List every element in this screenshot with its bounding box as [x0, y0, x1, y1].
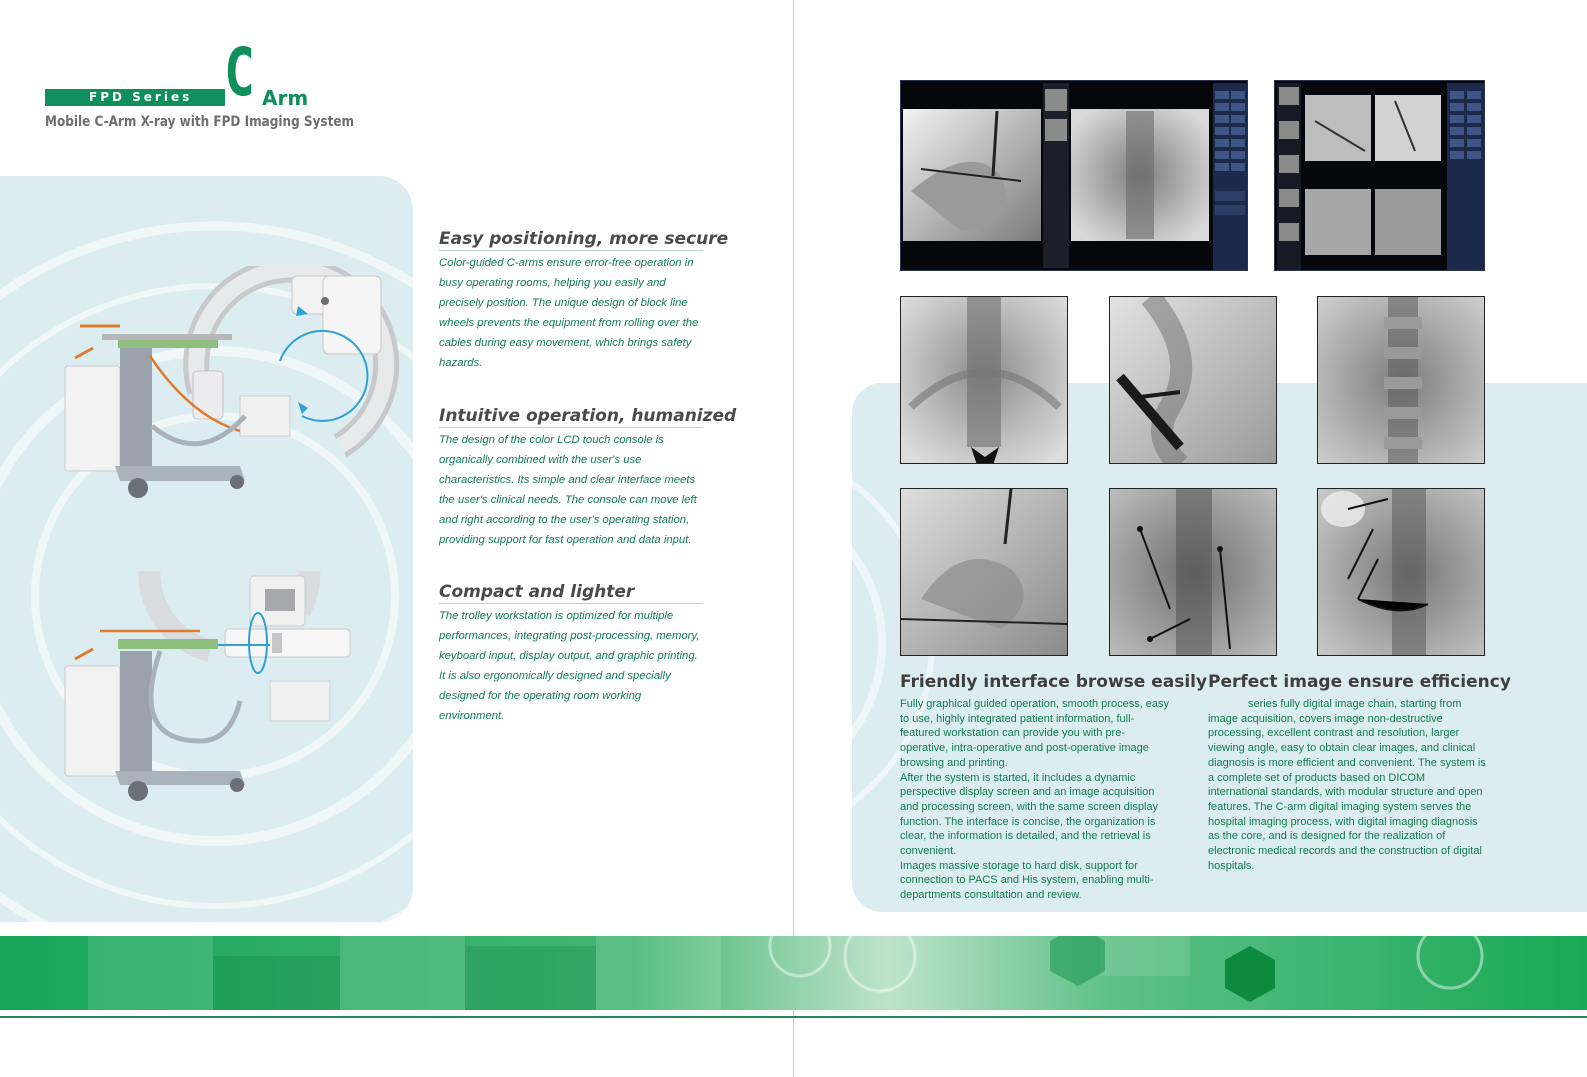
- footer-rule: [0, 1016, 1587, 1018]
- software-screenshot-quad-view: [1274, 80, 1485, 271]
- footer-decorative-band: [0, 936, 1587, 1010]
- perfect-image-title: Perfect image ensure efficiency: [1208, 672, 1511, 692]
- xray-image-thoracic-spine: [1317, 296, 1485, 464]
- xray-image-ankle: [900, 488, 1068, 656]
- feature-compact-lighter: [439, 582, 703, 726]
- feature-title: Compact and lighter: [439, 582, 703, 604]
- friendly-interface-body: [900, 697, 1172, 903]
- product-subtitle: Mobile C-Arm X-ray with FPD Imaging System: [45, 114, 355, 130]
- c-letter-logo: C: [224, 34, 256, 111]
- xray-image-spine-needles: [1109, 488, 1277, 656]
- friendly-interface-title: Friendly interface browse easily: [900, 672, 1208, 692]
- feature-intuitive-operation: [439, 406, 737, 550]
- software-screenshot-single-view: [900, 80, 1248, 271]
- paragraph: Fully graphical guided operation, smooth process, easy to use, highly integrated patient information, full-featured workstation can provide you with pre-operative, intra-operative and post-operative image browsing and printing.: [900, 698, 1170, 769]
- feature-title: Easy positioning, more secure: [439, 229, 729, 249]
- product-illustration-panel: [0, 176, 413, 922]
- feature-body: The design of the color LCD touch console is organically combined with the user's use characteristics. Its simple and clear interface meets the user's clinical needs. The console can move left and right according to the user's operating station, providing support for fast operation and data input.: [439, 434, 697, 546]
- c-arm-machine-illustration: [40, 571, 400, 811]
- feature-title: Intuitive operation, humanized: [439, 406, 737, 426]
- paragraph: Images massive storage to hard disk, support for connection to PACS and His system, enabling multi-departments consultation and review.: [900, 859, 1154, 902]
- xray-image-lumbar-pelvis: [900, 296, 1068, 464]
- c-arm-machine-illustration: [40, 266, 400, 506]
- xray-image-spine-pins: [1317, 488, 1485, 656]
- xray-image-knee-implant: [1109, 296, 1277, 464]
- series-label: FPD Series: [45, 89, 225, 106]
- feature-easy-positioning: [439, 229, 729, 373]
- page-divider: [793, 0, 794, 1077]
- feature-body: The trolley workstation is optimized for multiple performances, integrating post-processing, memory, keyboard input, display output, and graphic printing. It is also ergonomically designed and specially designed for the operating room working environment.: [439, 610, 700, 722]
- perfect-image-body: [1208, 697, 1488, 873]
- arm-label: Arm: [262, 86, 309, 110]
- feature-body: Color-guided C-arms ensure error-free operation in busy operating rooms, helping you easily and precisely position. The unique design of block line wheels prevents the equipment from rolling over the cables during easy movement, which brings safety hazards.: [439, 257, 699, 369]
- paragraph: series fully digital image chain, starting from image acquisition, covers image non-destructive processing, excellent contrast and resolution, larger viewing angle, easy to obtain clear images, and clinical diagnosis is more efficient and convenient. The system is a complete set of products based on DICOM international standards, with modular structure and open features. The C-arm digital imaging system serves the hospital imaging process, with digital imaging diagnosis as the core, and is designed for the realization of electronic medical records and the construction of digital hospitals.: [1208, 698, 1486, 872]
- paragraph: After the system is started, it includes a dynamic perspective display screen and an image acquisition and processing screen, with the same screen display function. The interface is concise, the organization is clear, the information is detailed, and the retrieval is convenient.: [900, 771, 1159, 858]
